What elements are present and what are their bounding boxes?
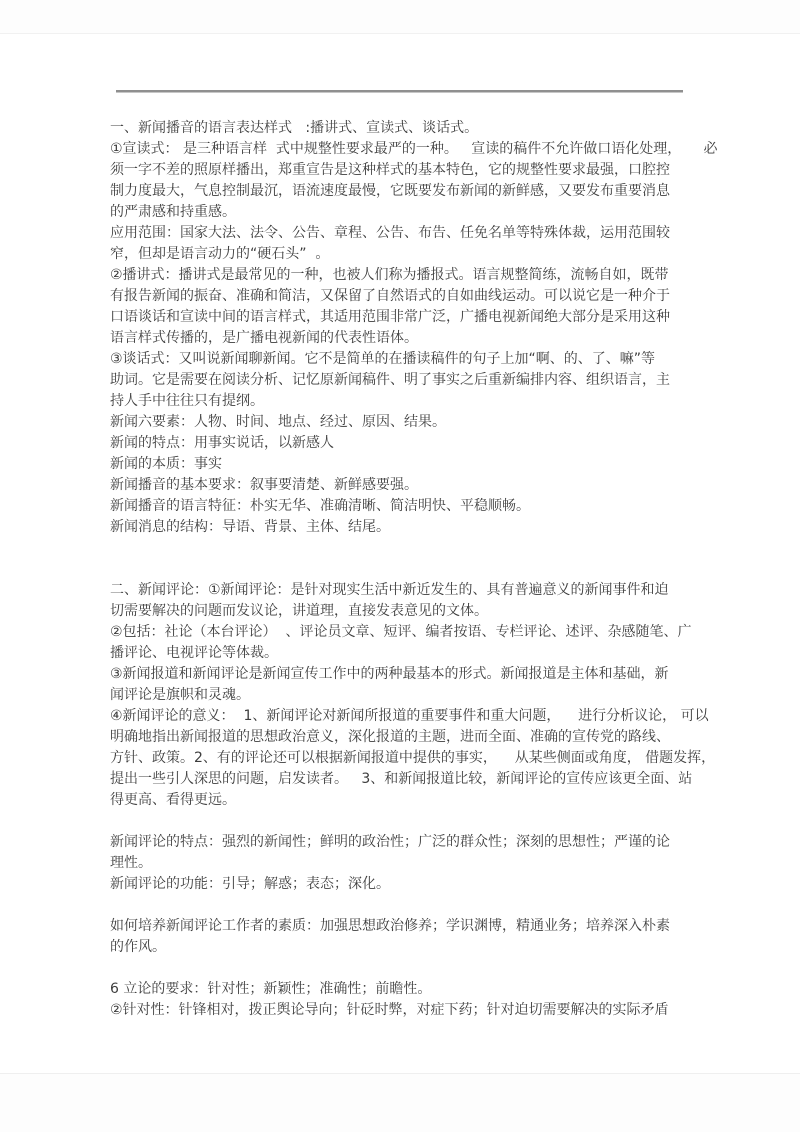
text-line: 的严肃感和持重感。 xyxy=(110,204,236,220)
text-line: 新闻评论的特点：强烈的新闻性；鲜明的政治性；广泛的群众性；深刻的思想性；严谨的论 xyxy=(110,834,670,850)
text-line: 如何培养新闻评论工作者的素质：加强思想政治修养；学识渊博，精通业务；培养深入朴素 xyxy=(110,918,670,934)
text-line: 新闻的特点：用事实说话，以新感人 xyxy=(110,435,334,451)
text-line xyxy=(110,811,716,832)
text-line: 制力度最大，气息控制最沉，语流速度最慢，它既要发布新闻的新鲜感，又要发布重要消息 xyxy=(110,183,670,199)
text-line: 方针、政策。2、有的评论还可以根据新闻报道中提供的事实， 从某些侧面或角度， 借题发挥， xyxy=(110,750,716,766)
text-line: 持人手中往往只有提纲。 xyxy=(110,393,264,409)
text-line: 切需要解决的问题而发议论，讲道理，直接发表意见的文体。 xyxy=(110,603,488,619)
text-line: 6 立论的要求：针对性；新颖性；准确性；前瞻性。 xyxy=(110,981,432,997)
text-line: 口语谈话和宣读中间的语言样式，其适用范围非常广泛，广播电视新闻绝大部分是采用这种 xyxy=(110,309,670,325)
text-line: 助词。它是需要在阅读分析、记忆原新闻稿件、明了事实之后重新编排内容、组织语言，主 xyxy=(110,372,670,388)
text-line: 得更高、看得更远。 xyxy=(110,792,236,808)
text-line: ②播讲式：播讲式是最常见的一种，也被人们称为播报式。语言规整简练，流畅自如，既带 xyxy=(110,267,669,283)
text-line xyxy=(110,538,716,559)
text-line xyxy=(110,895,716,916)
text-line: ②包括：社论（本台评论） 、评论员文章、短评、编者按语、专栏评论、述评、杂感随笔、广 xyxy=(110,624,692,640)
text-line: ②针对性：针锋相对，拨正舆论导向；针砭时弊，对症下药；针对迫切需要解决的实际矛盾 xyxy=(110,1002,669,1018)
text-line: 新闻评论的功能：引导；解惑；表态；深化。 xyxy=(110,876,390,892)
page-bottom-margin xyxy=(0,1074,800,1132)
paper-sheet xyxy=(0,33,800,1074)
text-line: 有报告新闻的振奋、准确和简洁，又保留了自然语式的自如曲线运动。可以说它是一种介于 xyxy=(110,288,670,304)
text-line xyxy=(110,559,716,580)
text-line: 窄，但却是语言动力的“硬石头” 。 xyxy=(110,246,330,262)
text-line: 须一字不差的照原样播出，郑重宣告是这种样式的基本特色，它的规整性要求最强，口腔控 xyxy=(110,162,670,178)
text-line: 理性。 xyxy=(110,855,152,871)
horizontal-rule xyxy=(116,90,683,93)
text-line: ④新闻评论的意义： 1、新闻评论对新闻所报道的重要事件和重大问题， 进行分析议论， 可以 xyxy=(110,708,709,724)
text-line: 的作风。 xyxy=(110,939,166,955)
text-line: 新闻播音的语言特征：朴实无华、准确清晰、简洁明快、平稳顺畅。 xyxy=(110,498,530,514)
text-line: 语言样式传播的，是广播电视新闻的代表性语体。 xyxy=(110,330,418,346)
text-line: 应用范围：国家大法、法令、公告、章程、公告、布告、任免名单等特殊体裁，运用范围较 xyxy=(110,225,670,241)
text-line: 播评论、电视评论等体裁。 xyxy=(110,645,278,661)
text-line: 一、新闻播音的语言表达样式 :播讲式、宣读式、谈话式。 xyxy=(110,120,479,136)
text-line: ③谈话式：又叫说新闻聊新闻。它不是简单的在播读稿件的句子上加“啊、的、了、嘛”等 xyxy=(110,351,656,367)
document-body xyxy=(110,118,716,1021)
text-line: 明确地指出新闻报道的思想政治意义，深化报道的主题，进而全面、准确的宣传党的路线、 xyxy=(110,729,670,745)
text-line: ③新闻报道和新闻评论是新闻宣传工作中的两种最基本的形式。新闻报道是主体和基础，新 xyxy=(110,666,669,682)
text-line: 提出一些引人深思的问题，启发读者。 3、和新闻报道比较，新闻评论的宣传应该更全面、站 xyxy=(110,771,693,787)
page-top-margin xyxy=(0,0,800,33)
text-line: 新闻的本质：事实 xyxy=(110,456,222,472)
text-line: 二、新闻评论：①新闻评论：是针对现实生活中新近发生的、具有普遍意义的新闻事件和迫 xyxy=(110,582,669,598)
text-line: 新闻消息的结构：导语、背景、主体、结尾。 xyxy=(110,519,390,535)
text-line: 新闻六要素：人物、时间、地点、经过、原因、结果。 xyxy=(110,414,446,430)
text-line: 闻评论是旗帜和灵魂。 xyxy=(110,687,250,703)
text-line: 新闻播音的基本要求：叙事要清楚、新鲜感要强。 xyxy=(110,477,418,493)
text-line xyxy=(110,958,716,979)
text-line: ①宣读式： 是三种语言样 式中规整性要求最严的一种。 宣读的稿件不允许做口语化处理， 必 xyxy=(110,141,718,157)
